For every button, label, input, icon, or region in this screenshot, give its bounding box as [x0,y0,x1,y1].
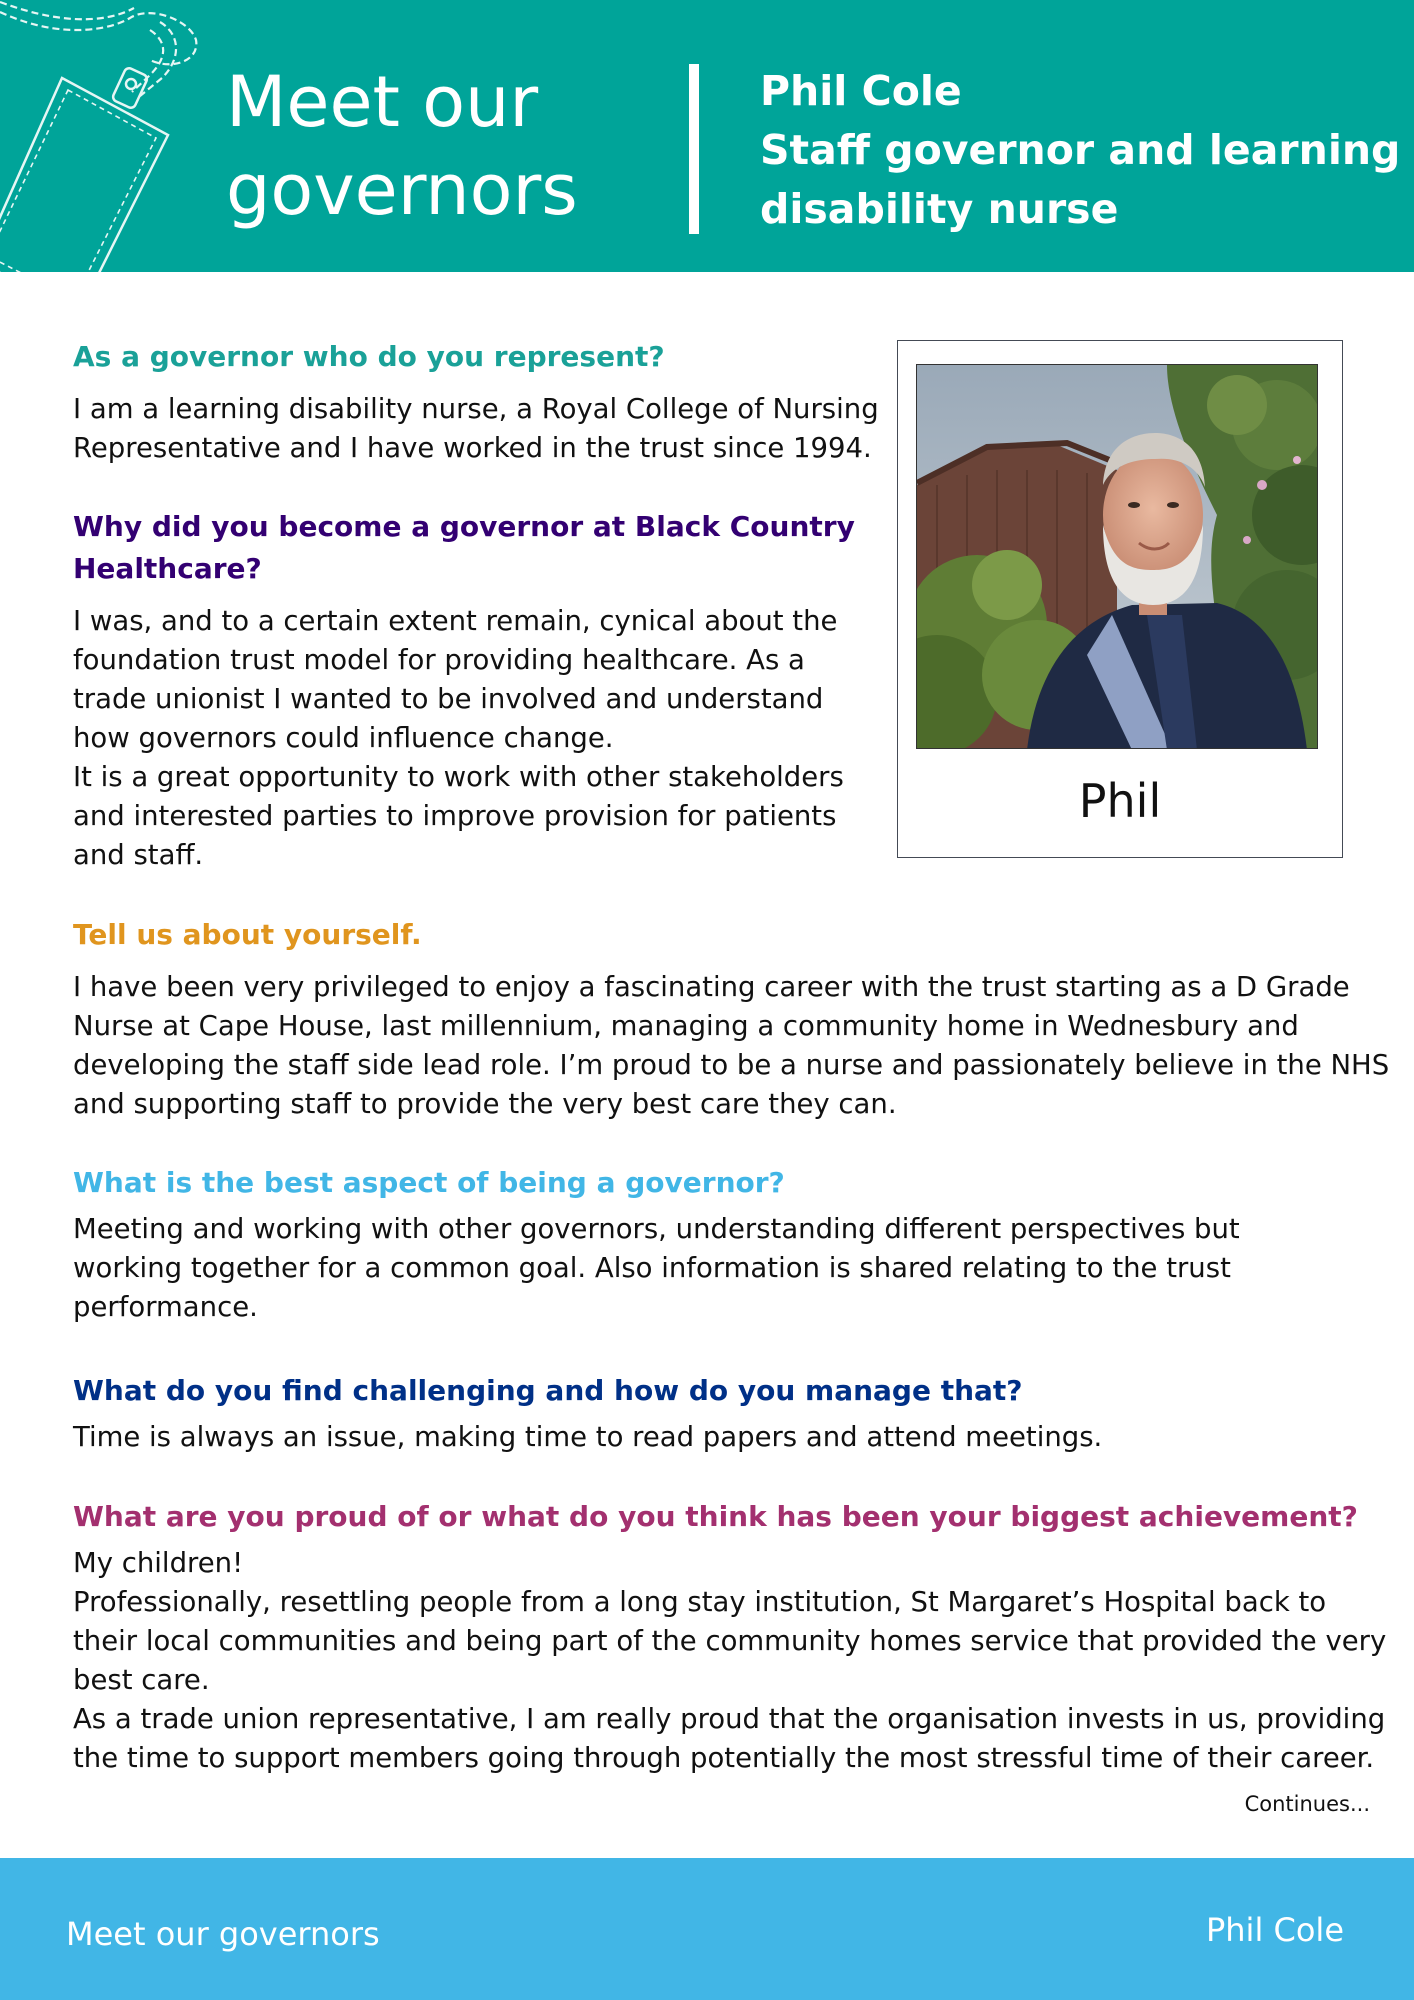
question-line: Healthcare? [73,552,262,585]
question-heading: What is the best aspect of being a governor? [73,1166,785,1199]
portrait-frame [897,340,1343,858]
answer-line: It is a great opportunity to work with other stakeholders [73,761,844,793]
answer-line: I am a learning disability nurse, a Royal College of Nursing [73,393,879,425]
page-title-line-2: governors [226,149,578,231]
governor-role-line-2: disability nurse [760,185,1119,233]
answer-text [73,1418,1102,1457]
portrait-caption: Phil [1078,774,1162,828]
header-divider [689,64,699,234]
answer-line: Representative and I have worked in the trust since 1994. [73,432,872,464]
footer-governor-name: Phil Cole [1205,1911,1344,1949]
answer-line: My children! [73,1547,244,1579]
question-line: Why did you become a governor at Black Country [73,510,855,543]
answer-text [73,1210,1240,1327]
answer-line: As a trade union representative, I am really proud that the organisation invests in us, providing [73,1703,1386,1735]
header-banner [0,0,1414,272]
answer-line: their local communities and being part of the community homes service that provided the very [73,1625,1387,1657]
answer-line: working together for a common goal. Also information is shared relating to the trust [73,1252,1231,1284]
answer-line: trade unionist I wanted to be involved and understand [73,683,824,715]
governor-heading [760,62,1400,239]
question-heading: As a governor who do you represent? [73,340,665,373]
governor-role-line-1: Staff governor and learning [760,126,1401,174]
answer-line: Professionally, resettling people from a long stay institution, St Margaret’s Hospital back to [73,1586,1327,1618]
answer-line: and interested parties to improve provision for patients [73,800,837,832]
question-heading [73,506,855,590]
answer-line: Time is always an issue, making time to read papers and attend meetings. [73,1421,1103,1453]
answer-line: I was, and to a certain extent remain, cynical about the [73,605,838,637]
portrait-photo [916,364,1318,749]
footer-banner [0,1858,1414,2000]
governor-name: Phil Cole [760,67,962,115]
answer-line: foundation trust model for providing healthcare. As a [73,644,805,676]
lanyard-badge-icon [0,0,210,272]
page-title [226,58,666,234]
page-title-line-1: Meet our [226,61,539,143]
question-heading: What do you find challenging and how do you manage that? [73,1374,1023,1407]
answer-text [73,968,1389,1124]
answer-line: and supporting staff to provide the very best care they can. [73,1088,897,1120]
answer-text [73,1544,1386,1778]
answer-text [73,602,844,875]
answer-line: I have been very privileged to enjoy a fascinating career with the trust starting as a D Grade [73,971,1350,1003]
answer-line: developing the staff side lead role. I’m proud to be a nurse and passionately believe in the NHS [73,1049,1390,1081]
answer-line: how governors could influence change. [73,722,614,754]
answer-line: Nurse at Cape House, last millennium, managing a community home in Wednesbury and [73,1010,1299,1042]
answer-line: Meeting and working with other governors, understanding different perspectives but [73,1213,1240,1245]
continues-note: Continues... [1244,1792,1370,1816]
answer-line: performance. [73,1291,258,1323]
question-heading: Tell us about yourself. [73,918,422,951]
answer-line: best care. [73,1664,210,1696]
question-heading: What are you proud of or what do you think has been your biggest achievement? [73,1500,1358,1533]
answer-line: and staff. [73,839,204,871]
answer-text [73,390,879,468]
footer-series-title: Meet our governors [66,1915,380,1953]
answer-line: the time to support members going through potentially the most stressful time of their career. [73,1742,1375,1774]
